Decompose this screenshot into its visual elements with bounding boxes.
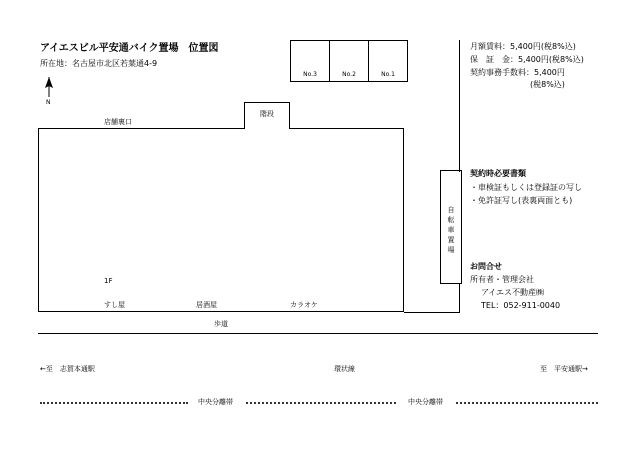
store-back-entrance-label: 店舗裏口 <box>104 118 132 126</box>
median-label: 中央分離帯 <box>198 398 233 406</box>
parking-slot-2 <box>329 40 369 82</box>
sidewalk-label: 歩道 <box>214 320 228 328</box>
lane-line <box>459 40 460 172</box>
station-right-label: 至 平安通駅→ <box>540 365 588 373</box>
road-edge <box>38 333 598 334</box>
slot-label: No.1 <box>381 71 395 78</box>
station-left-label: ←至 志賀本通駅 <box>40 365 95 373</box>
ring-road-label: 環状線 <box>334 365 355 373</box>
shop-sushi-label: すし屋 <box>104 301 125 309</box>
building-outline <box>38 128 404 312</box>
north-arrow-icon <box>40 76 58 98</box>
contract-fee-tax: (税8%込) <box>530 80 565 89</box>
contract-fee: 契約事務手数料：5,400円 <box>470 68 565 77</box>
median-line <box>456 402 598 404</box>
compass-label: N <box>46 99 51 106</box>
monthly-rent: 月額賃料：5,400円(税8%込) <box>470 42 576 51</box>
stairs-label: 階段 <box>260 110 274 118</box>
lane-line <box>459 284 460 313</box>
contact-tel: TEL：052-911-0040 <box>481 301 561 310</box>
contact-company: アイエス不動産㈱ <box>481 288 544 297</box>
sidewalk-edge <box>404 312 460 313</box>
page-title: アイエスビル平安通バイク置場 位置図 <box>40 43 219 54</box>
slot-label: No.3 <box>303 71 317 78</box>
document-item: ・車検証もしくは登録証の写し <box>470 183 582 192</box>
contact-heading: お問合せ <box>470 262 502 271</box>
shop-izakaya-label: 居酒屋 <box>196 301 217 309</box>
bicycle-parking <box>440 170 462 284</box>
address: 所在地：名古屋市北区若葉通4-9 <box>40 59 158 68</box>
contact-owner: 所有者・管理会社 <box>470 275 534 284</box>
slot-label: No.2 <box>342 71 356 78</box>
documents-heading: 契約時必要書類 <box>470 169 526 178</box>
bicycle-parking-label: 自転車置場 <box>447 206 455 254</box>
median-line <box>40 402 188 404</box>
deposit: 保 証 金：5,400円(税8%込) <box>470 55 584 64</box>
parking-slot-1 <box>368 40 408 82</box>
parking-slot-3 <box>290 40 330 82</box>
median-label: 中央分離帯 <box>408 398 443 406</box>
shop-karaoke-label: カラオケ <box>290 301 318 309</box>
stairs <box>244 102 290 129</box>
median-line <box>246 402 396 404</box>
floor-label: 1F <box>104 277 113 285</box>
document-item: ・免許証写し(表裏両面とも) <box>470 196 573 205</box>
